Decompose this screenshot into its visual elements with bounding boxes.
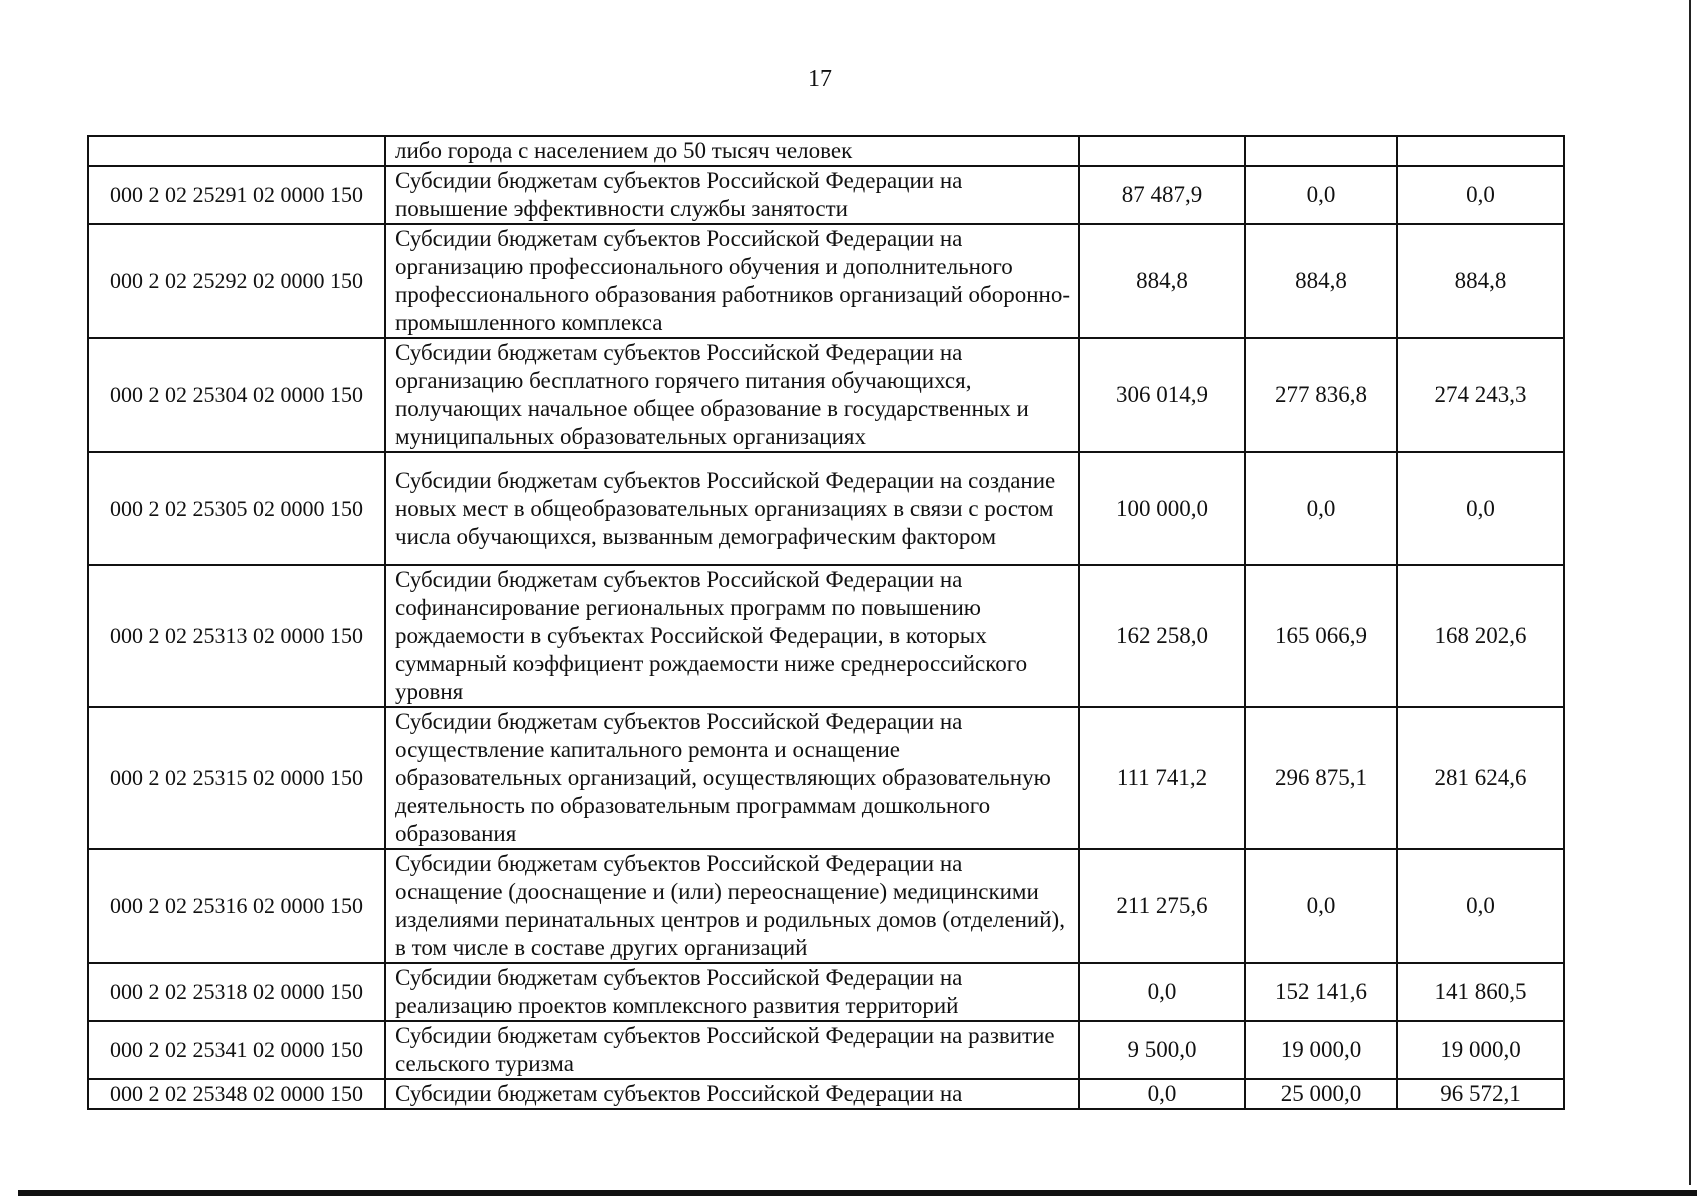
value-cell-3: 0,0 — [1397, 166, 1564, 224]
description-cell: Субсидии бюджетам субъектов Российской Федерации на организацию бесплатного горячего питания обучающихся, получающих начальное общее образование в государственных и муниципальных образовательных организациях — [385, 338, 1079, 452]
description-cell: либо города с населением до 50 тысяч человек — [385, 136, 1079, 166]
table-row — [88, 849, 1564, 963]
table-row-continuation — [88, 136, 1564, 166]
value-cell-3: 281 624,6 — [1397, 707, 1564, 849]
description-cell: Субсидии бюджетам субъектов Российской Федерации на организацию профессионального обучения и дополнительного профессионального образования работников организаций оборонно-промышленного комплекса — [385, 224, 1079, 338]
value-cell-2: 25 000,0 — [1245, 1079, 1397, 1109]
value-cell-2: 0,0 — [1245, 849, 1397, 963]
value-cell-3 — [1397, 136, 1564, 166]
value-cell-1: 9 500,0 — [1079, 1021, 1245, 1079]
description-cell: Субсидии бюджетам субъектов Российской Федерации на осуществление капитального ремонта и оснащение образовательных организаций, осуществляющих образовательную деятельность по образовательным программам дошкольного образования — [385, 707, 1079, 849]
value-cell-3: 141 860,5 — [1397, 963, 1564, 1021]
value-cell-3: 0,0 — [1397, 452, 1564, 565]
value-cell-1 — [1079, 136, 1245, 166]
value-cell-3: 274 243,3 — [1397, 338, 1564, 452]
value-cell-3: 0,0 — [1397, 849, 1564, 963]
description-cell: Субсидии бюджетам субъектов Российской Федерации на реализацию проектов комплексного развития территорий — [385, 963, 1079, 1021]
description-cell: Субсидии бюджетам субъектов Российской Федерации на оснащение (дооснащение и (или) переоснащение) медицинскими изделиями перинатальных центров и родильных домов (отделений), в том числе в составе других организаций — [385, 849, 1079, 963]
code-cell: 000 2 02 25291 02 0000 150 — [88, 166, 385, 224]
code-cell: 000 2 02 25348 02 0000 150 — [88, 1079, 385, 1109]
budget-table — [87, 135, 1565, 1110]
code-cell: 000 2 02 25313 02 0000 150 — [88, 565, 385, 707]
table-row — [88, 338, 1564, 452]
value-cell-1: 884,8 — [1079, 224, 1245, 338]
code-cell: 000 2 02 25315 02 0000 150 — [88, 707, 385, 849]
value-cell-3: 168 202,6 — [1397, 565, 1564, 707]
scan-bottom-edge-line — [18, 1190, 1697, 1196]
table-row — [88, 1079, 1564, 1109]
code-cell — [88, 136, 385, 166]
value-cell-1: 0,0 — [1079, 963, 1245, 1021]
table-row — [88, 452, 1564, 565]
value-cell-1: 162 258,0 — [1079, 565, 1245, 707]
value-cell-2: 0,0 — [1245, 452, 1397, 565]
code-cell: 000 2 02 25305 02 0000 150 — [88, 452, 385, 565]
value-cell-2 — [1245, 136, 1397, 166]
value-cell-1: 111 741,2 — [1079, 707, 1245, 849]
value-cell-3: 96 572,1 — [1397, 1079, 1564, 1109]
value-cell-1: 211 275,6 — [1079, 849, 1245, 963]
table-row — [88, 963, 1564, 1021]
value-cell-2: 19 000,0 — [1245, 1021, 1397, 1079]
description-cell: Субсидии бюджетам субъектов Российской Федерации на повышение эффективности службы занятости — [385, 166, 1079, 224]
description-cell: Субсидии бюджетам субъектов Российской Федерации на софинансирование региональных программ по повышению рождаемости в субъектах Российской Федерации, в которых суммарный коэффициент рождаемости ниже среднероссийского уровня — [385, 565, 1079, 707]
table-row — [88, 224, 1564, 338]
value-cell-2: 296 875,1 — [1245, 707, 1397, 849]
value-cell-1: 87 487,9 — [1079, 166, 1245, 224]
value-cell-1: 0,0 — [1079, 1079, 1245, 1109]
code-cell: 000 2 02 25341 02 0000 150 — [88, 1021, 385, 1079]
code-cell: 000 2 02 25292 02 0000 150 — [88, 224, 385, 338]
table-row — [88, 707, 1564, 849]
table-row — [88, 565, 1564, 707]
table-row — [88, 1021, 1564, 1079]
scan-right-edge-line — [1689, 0, 1691, 1185]
value-cell-1: 100 000,0 — [1079, 452, 1245, 565]
value-cell-1: 306 014,9 — [1079, 338, 1245, 452]
value-cell-3: 884,8 — [1397, 224, 1564, 338]
code-cell: 000 2 02 25304 02 0000 150 — [88, 338, 385, 452]
page-number: 17 — [808, 66, 832, 92]
description-cell: Субсидии бюджетам субъектов Российской Федерации на создание новых мест в общеобразовательных организациях в связи с ростом числа обучающихся, вызванным демографическим фактором — [385, 452, 1079, 565]
value-cell-2: 884,8 — [1245, 224, 1397, 338]
description-cell: Субсидии бюджетам субъектов Российской Федерации на развитие сельского туризма — [385, 1021, 1079, 1079]
code-cell: 000 2 02 25316 02 0000 150 — [88, 849, 385, 963]
table-row — [88, 166, 1564, 224]
value-cell-2: 165 066,9 — [1245, 565, 1397, 707]
value-cell-3: 19 000,0 — [1397, 1021, 1564, 1079]
value-cell-2: 0,0 — [1245, 166, 1397, 224]
value-cell-2: 152 141,6 — [1245, 963, 1397, 1021]
value-cell-2: 277 836,8 — [1245, 338, 1397, 452]
description-cell: Субсидии бюджетам субъектов Российской Федерации на — [385, 1079, 1079, 1109]
code-cell: 000 2 02 25318 02 0000 150 — [88, 963, 385, 1021]
